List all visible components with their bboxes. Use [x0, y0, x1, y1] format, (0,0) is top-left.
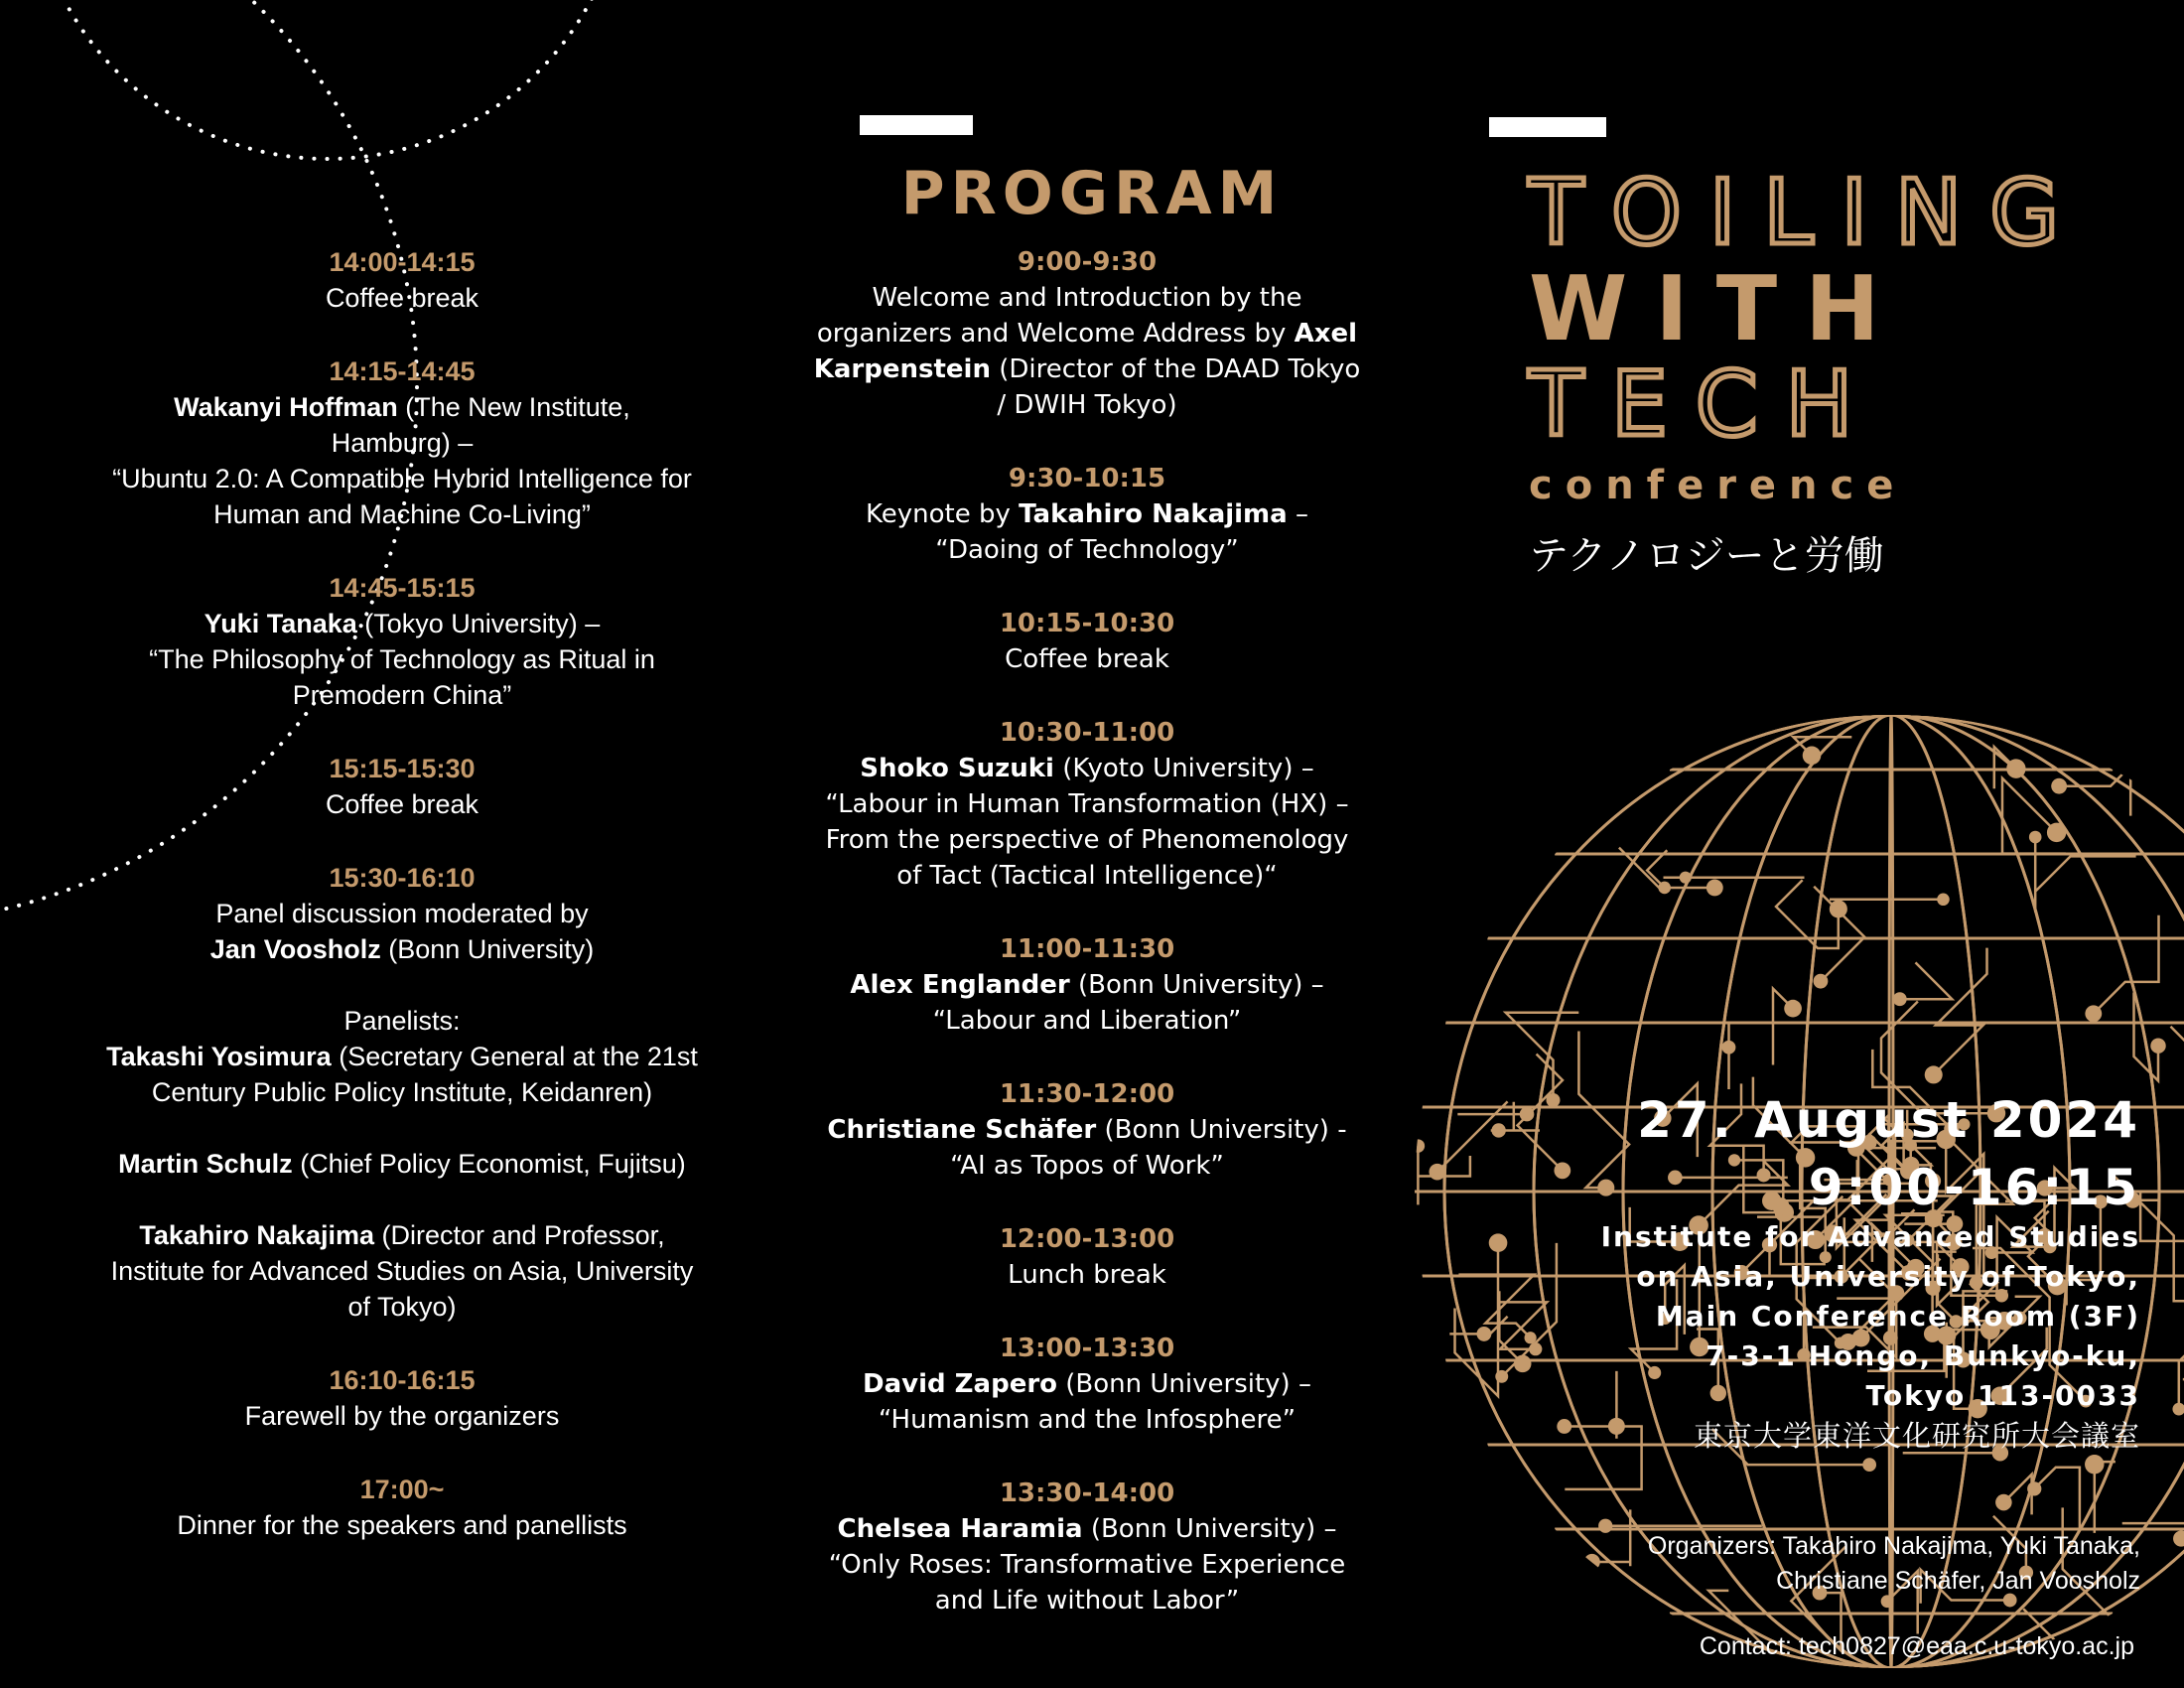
- program-entry: [60, 244, 745, 316]
- program-line: [60, 425, 745, 461]
- line-text: Panel discussion moderated by: [215, 899, 589, 928]
- program-time: 9:00-9:30: [1017, 247, 1158, 277]
- program-line: [774, 1511, 1400, 1547]
- line-text: Keynote by: [866, 499, 1020, 529]
- speaker-name: Axel: [1294, 319, 1358, 349]
- program-line: [60, 1039, 745, 1074]
- line-text: of Tact (Tactical Intelligence)“: [896, 861, 1278, 891]
- line-text: (Bonn University) –: [1069, 970, 1324, 1000]
- title-japanese: テクノロジーと労働: [1529, 533, 1884, 579]
- program-line: [60, 1398, 745, 1434]
- event-date: 27. August 2024: [1637, 1091, 2140, 1149]
- line-text: / DWIH Tokyo): [997, 390, 1177, 420]
- program-time: 14:45-15:15: [329, 573, 476, 603]
- program-line: [774, 280, 1400, 316]
- program-line: [774, 1583, 1400, 1618]
- program-entry: [60, 1472, 745, 1543]
- line-text: Century Public Policy Institute, Keidanren): [151, 1077, 653, 1107]
- program-time: 9:30-10:15: [1008, 464, 1166, 493]
- divider-bar-right: [1489, 117, 1606, 137]
- title-line-with: WITH: [1529, 257, 1908, 361]
- program-time: 15:30-16:10: [329, 863, 476, 893]
- program-entry: [60, 860, 745, 1325]
- line-text: “Ubuntu 2.0: A Compatible Hybrid Intelligence for: [112, 464, 692, 493]
- program-line: [774, 316, 1400, 352]
- spacer: [60, 1182, 745, 1217]
- title-line-toiling: TOILING: [1529, 161, 2088, 265]
- line-text: Institute for Advanced Studies on Asia, University: [110, 1256, 694, 1286]
- program-line: [60, 677, 745, 713]
- program-time: 17:00~: [359, 1475, 445, 1504]
- program-line: [774, 822, 1400, 858]
- speaker-name: Takashi Yosimura: [106, 1042, 332, 1071]
- title-line-tech: TECH: [1529, 352, 1881, 457]
- program-entry: [60, 570, 745, 713]
- line-text: (Bonn University): [380, 934, 595, 964]
- speaker-name: Karpenstein: [813, 354, 991, 384]
- program-line: [60, 896, 745, 931]
- program-line: [774, 1257, 1400, 1293]
- line-text: (The New Institute,: [397, 392, 630, 422]
- line-text: Lunch break: [1008, 1260, 1166, 1290]
- program-line: [60, 389, 745, 425]
- speaker-name: Takahiro Nakajima: [139, 1220, 374, 1250]
- program-entry: [774, 606, 1400, 677]
- program-line: [60, 1253, 745, 1289]
- organizers-line: Organizers: Takahiro Nakajima, Yuki Tanaka,: [1647, 1532, 2140, 1560]
- program-entry: [774, 715, 1400, 894]
- line-text: (Tokyo University) –: [356, 609, 601, 638]
- program-line: [774, 496, 1400, 532]
- program-line: [774, 352, 1400, 387]
- event-date-time: [1637, 1086, 2140, 1221]
- line-text: Farewell by the organizers: [244, 1401, 560, 1431]
- organizers: [1648, 1529, 2140, 1599]
- program-line: [60, 496, 745, 532]
- speaker-name: Yuki Tanaka: [204, 609, 357, 638]
- program-time: 12:00-13:00: [999, 1224, 1175, 1254]
- program-line: [60, 1003, 745, 1039]
- program-line: [60, 461, 745, 496]
- program-entry: [60, 353, 745, 532]
- line-text: “Daoing of Technology”: [935, 535, 1239, 565]
- program-time: 10:30-11:00: [999, 718, 1175, 748]
- line-text: (Kyoto University) –: [1053, 754, 1314, 783]
- spacer: [60, 967, 745, 1003]
- program-line: [774, 967, 1400, 1003]
- speaker-name: Takahiro Nakajima: [1019, 499, 1288, 529]
- program-entry: [774, 461, 1400, 568]
- spacer: [60, 1110, 745, 1146]
- program-time: 13:30-14:00: [999, 1478, 1175, 1508]
- speaker-name: Alex Englander: [850, 970, 1070, 1000]
- line-text: “Only Roses: Transformative Experience: [828, 1550, 1346, 1580]
- program-time: 14:00-14:15: [329, 247, 476, 277]
- speaker-name: Jan Voosholz: [209, 934, 381, 964]
- program-line: [774, 751, 1400, 786]
- program-line: [774, 641, 1400, 677]
- line-text: “The Philosophy of Technology as Ritual in: [149, 644, 655, 674]
- program-time: 13:00-13:30: [999, 1334, 1175, 1363]
- line-text: (Chief Policy Economist, Fujitsu): [292, 1149, 686, 1179]
- program-line: [774, 532, 1400, 568]
- program-entry: [774, 1476, 1400, 1618]
- program-line: [60, 1074, 745, 1110]
- line-text: Hamburg) –: [331, 428, 474, 458]
- line-text: –: [1287, 499, 1308, 529]
- line-text: Welcome and Introduction by the: [872, 283, 1302, 313]
- line-text: (Secretary General at the 21st: [331, 1042, 698, 1071]
- program-line: [60, 641, 745, 677]
- title-subtitle: conference: [1529, 463, 1907, 508]
- program-entry: [60, 1362, 745, 1434]
- venue-line: on Asia, University of Tokyo,: [1636, 1260, 2140, 1293]
- line-text: (Bonn University) –: [1082, 1514, 1337, 1544]
- program-time: 10:15-10:30: [999, 609, 1175, 638]
- line-text: “Humanism and the Infosphere”: [878, 1405, 1297, 1435]
- program-line: [60, 786, 745, 822]
- venue-line: Main Conference Room (3F): [1655, 1300, 2140, 1333]
- speaker-name: Chelsea Haramia: [837, 1514, 1083, 1544]
- program-line: [774, 858, 1400, 894]
- program-line: [774, 1402, 1400, 1438]
- program-entry: [774, 1076, 1400, 1184]
- line-text: Coffee break: [1005, 644, 1169, 674]
- program-entry: [774, 931, 1400, 1039]
- program-line: [774, 1366, 1400, 1402]
- line-text: Coffee break: [325, 283, 479, 313]
- program-line: [774, 1112, 1400, 1148]
- speaker-name: Shoko Suzuki: [860, 754, 1054, 783]
- program-line: [774, 1003, 1400, 1039]
- program-entry: [774, 244, 1400, 423]
- program-line: [60, 606, 745, 641]
- contact-email: Contact: tech0827@eaa.c.u-tokyo.ac.jp: [1699, 1632, 2134, 1660]
- program-time: 11:00-11:30: [999, 934, 1175, 964]
- speaker-name: Wakanyi Hoffman: [174, 392, 398, 422]
- event-venue: [1601, 1217, 2140, 1456]
- line-text: organizers and Welcome Address by: [816, 319, 1295, 349]
- line-text: (Director of the DAAD Tokyo: [990, 354, 1361, 384]
- program-line: [60, 1507, 745, 1543]
- program-line: [60, 1217, 745, 1253]
- program-line: [60, 280, 745, 316]
- program-line: [60, 1289, 745, 1325]
- line-text: of Tokyo): [347, 1292, 457, 1322]
- program-column-middle: [774, 244, 1400, 1656]
- program-line: [60, 1146, 745, 1182]
- event-hours: 9:00-16:15: [1808, 1159, 2140, 1216]
- program-time: 16:10-16:15: [329, 1365, 476, 1395]
- program-line: [774, 786, 1400, 822]
- line-text: “AI as Topos of Work”: [950, 1151, 1224, 1181]
- speaker-name: Christiane Schäfer: [827, 1115, 1097, 1145]
- program-line: [774, 387, 1400, 423]
- program-entry: [774, 1221, 1400, 1293]
- program-time: 15:15-15:30: [329, 754, 476, 783]
- line-text: Premodern China”: [292, 680, 512, 710]
- program-entry: [60, 751, 745, 822]
- organizers-line: Christiane Schäfer, Jan Voosholz: [1776, 1567, 2140, 1595]
- program-line: [774, 1547, 1400, 1583]
- program-entry: [774, 1331, 1400, 1438]
- venue-line: Tokyo 113-0033: [1865, 1379, 2140, 1412]
- speaker-name: Martin Schulz: [118, 1149, 293, 1179]
- divider-bar-middle: [860, 115, 973, 135]
- program-line: [60, 931, 745, 967]
- line-text: Panelists:: [343, 1006, 461, 1036]
- line-text: “Labour in Human Transformation (HX) –: [825, 789, 1349, 819]
- venue-line: 7-3-1 Hongo, Bunkyo-ku,: [1706, 1339, 2140, 1372]
- line-text: (Director and Professor,: [373, 1220, 665, 1250]
- program-time: 14:15-14:45: [329, 356, 476, 386]
- line-text: (Bonn University) -: [1096, 1115, 1347, 1145]
- line-text: From the perspective of Phenomenology: [825, 825, 1349, 855]
- venue-line: Institute for Advanced Studies: [1600, 1220, 2140, 1253]
- program-column-left: [60, 244, 745, 1581]
- line-text: (Bonn University) –: [1057, 1369, 1311, 1399]
- venue-japanese: 東京大学東洋文化研究所大会議室: [1693, 1419, 2140, 1453]
- line-text: Coffee break: [325, 789, 479, 819]
- line-text: Dinner for the speakers and panellists: [177, 1510, 627, 1540]
- program-heading: PROGRAM: [900, 159, 1284, 228]
- line-text: Human and Machine Co-Living”: [213, 499, 591, 529]
- line-text: “Labour and Liberation”: [932, 1006, 1242, 1036]
- program-line: [774, 1148, 1400, 1184]
- line-text: and Life without Labor”: [934, 1586, 1240, 1616]
- program-time: 11:30-12:00: [999, 1079, 1175, 1109]
- speaker-name: David Zapero: [863, 1369, 1058, 1399]
